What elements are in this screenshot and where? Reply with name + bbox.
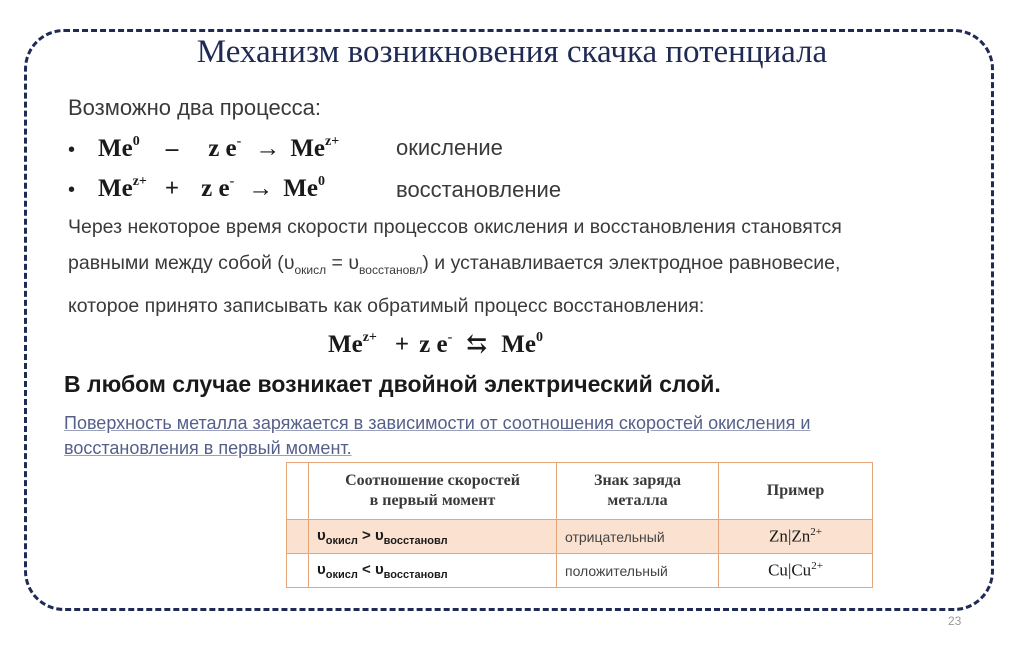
intro-text: Возможно два процесса: bbox=[68, 95, 322, 120]
page-number: 23 bbox=[948, 614, 962, 628]
paragraph-line-1: Через некоторое время скорости процессов окисления и восстановления становятся bbox=[68, 216, 842, 238]
paragraph-line-3: которое принято записывать как обратимый процесс восстановления: bbox=[68, 295, 705, 317]
header-charge: Знак заряда металла bbox=[557, 463, 719, 520]
oxidation-label: окисление bbox=[396, 135, 503, 160]
charge-sign: положительный bbox=[557, 554, 719, 588]
header-ratio: Соотношение скоростей в первый момент bbox=[309, 463, 557, 520]
process-oxidation bbox=[68, 135, 339, 163]
charge-sign: отрицательный bbox=[557, 520, 719, 554]
rate-relation: $\upsilon_{окисл} > \upsilon_{восстановл}$ bbox=[309, 520, 557, 554]
oxidation-equation: Me$^0$ – z $e^- \to Me^{z+}$ bbox=[98, 133, 340, 162]
note-line-2: восстановления в первый момент. bbox=[64, 438, 352, 458]
note-line-1: Поверхность металла заряжается в зависимости от соотношения скоростей окисления и bbox=[64, 413, 811, 433]
table-row bbox=[287, 520, 873, 554]
reduction-equation: $Me^{z+} + z$ $e^- \to Me^0$ bbox=[98, 173, 325, 202]
bullet-marker: • bbox=[68, 139, 76, 161]
process-reduction bbox=[68, 175, 325, 203]
equilibrium-arrows-icon: ⇆ bbox=[466, 331, 488, 358]
row-blank bbox=[287, 554, 309, 588]
table-header-blank bbox=[287, 463, 309, 520]
rates-table bbox=[286, 462, 873, 588]
reduction-label: восстановление bbox=[396, 177, 562, 202]
row-blank bbox=[287, 520, 309, 554]
table-row bbox=[287, 554, 873, 588]
equilibrium-equation: $Me^{z+} + z$ e- ⇆ Me$^0$ bbox=[328, 329, 543, 358]
summary-statement: В любом случае возникает двойной электрический слой. bbox=[64, 371, 721, 397]
header-example: Пример bbox=[719, 463, 873, 520]
example-electrode: $Zn|Zn^{2+}$ bbox=[719, 520, 873, 554]
table-header-row bbox=[287, 463, 873, 520]
bullet-marker: • bbox=[68, 179, 76, 201]
slide-title: Механизм возникновения скачка потенциала bbox=[196, 34, 828, 70]
rate-relation: $\upsilon_{окисл} < \upsilon_{восстановл}$ bbox=[309, 554, 557, 588]
paragraph-line-2: равными между собой $(\upsilon_{окисл} = \upsilon_{восстановл})$ и устанавливается электродное равновесие, bbox=[68, 252, 841, 277]
example-electrode: $Cu|Cu^{2+}$ bbox=[719, 554, 873, 588]
